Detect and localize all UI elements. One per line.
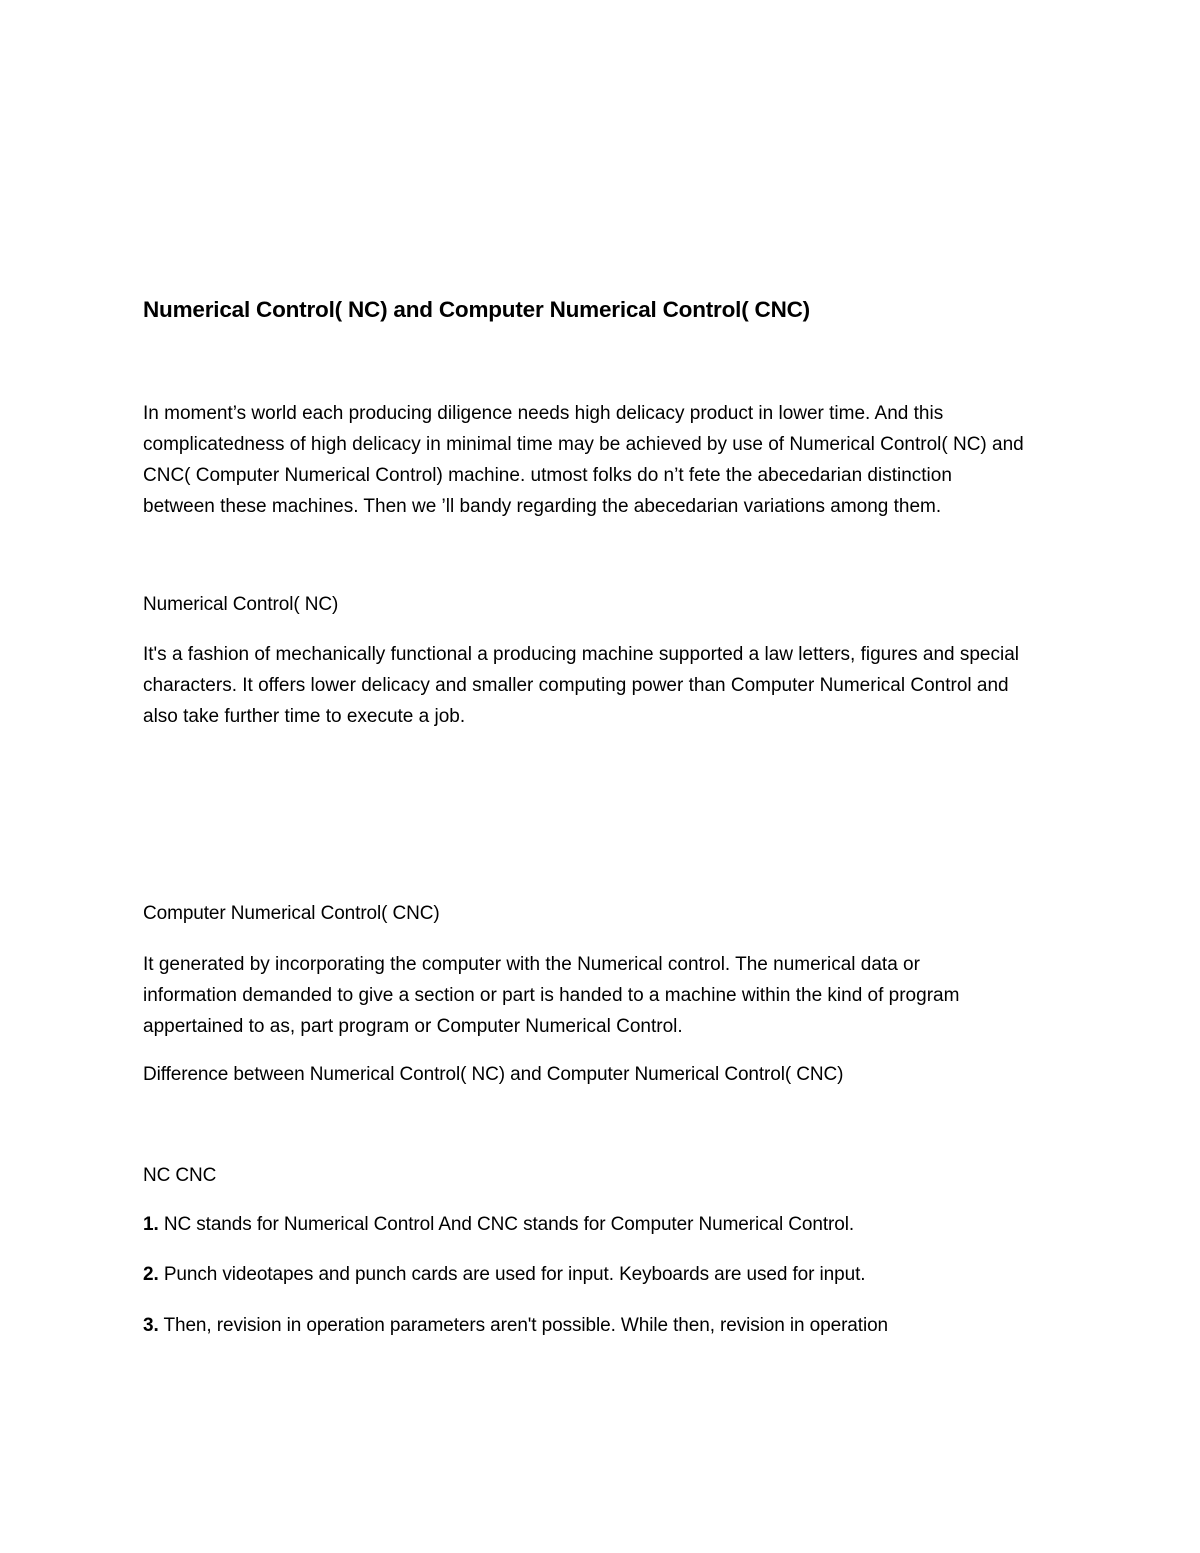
list-item-text: Punch videotapes and punch cards are used for input. Keyboards are used for input.: [158, 1264, 866, 1285]
list-item: [143, 1259, 1073, 1290]
columns-label: NC CNC: [143, 1165, 217, 1186]
cnc-line: It generated by incorporating the computer with the Numerical control. The numerical data or: [143, 954, 920, 975]
list-item: [143, 1209, 1073, 1240]
nc-line: also take further time to execute a job.: [143, 706, 466, 727]
difference-heading: Difference between Numerical Control( NC) and Computer Numerical Control( CNC): [143, 1064, 844, 1085]
intro-paragraph: [143, 398, 1073, 522]
list-item-number: 2.: [143, 1264, 159, 1285]
intro-line: between these machines. Then we ’ll bandy regarding the abecedarian variations among them.: [143, 496, 942, 517]
list-item: [143, 1310, 1073, 1341]
cnc-heading: Computer Numerical Control( CNC): [143, 903, 440, 924]
nc-line: characters. It offers lower delicacy and smaller computing power than Computer Numerical Control and: [143, 675, 1009, 696]
intro-line: In moment’s world each producing diligence needs high delicacy product in lower time. And this: [143, 403, 944, 424]
cnc-paragraph: [143, 949, 1073, 1042]
document-title: Numerical Control( NC) and Computer Numerical Control( CNC): [143, 297, 810, 322]
intro-line: CNC( Computer Numerical Control) machine. utmost folks do n’t fete the abecedarian distinction: [143, 465, 952, 486]
list-item-text: Then, revision in operation parameters aren't possible. While then, revision in operation: [158, 1315, 889, 1336]
cnc-line: appertained to as, part program or Computer Numerical Control.: [143, 1016, 683, 1037]
list-item-number: 3.: [143, 1315, 159, 1336]
nc-line: It's a fashion of mechanically functional a producing machine supported a law letters, figures and special: [143, 644, 1020, 665]
nc-heading: Numerical Control( NC): [143, 594, 339, 615]
nc-paragraph: [143, 639, 1073, 732]
list-item-text: NC stands for Numerical Control And CNC stands for Computer Numerical Control.: [158, 1214, 855, 1235]
intro-line: complicatedness of high delicacy in minimal time may be achieved by use of Numerical Control( NC) and: [143, 434, 1024, 455]
cnc-line: information demanded to give a section or part is handed to a machine within the kind of program: [143, 985, 960, 1006]
list-item-number: 1.: [143, 1214, 159, 1235]
